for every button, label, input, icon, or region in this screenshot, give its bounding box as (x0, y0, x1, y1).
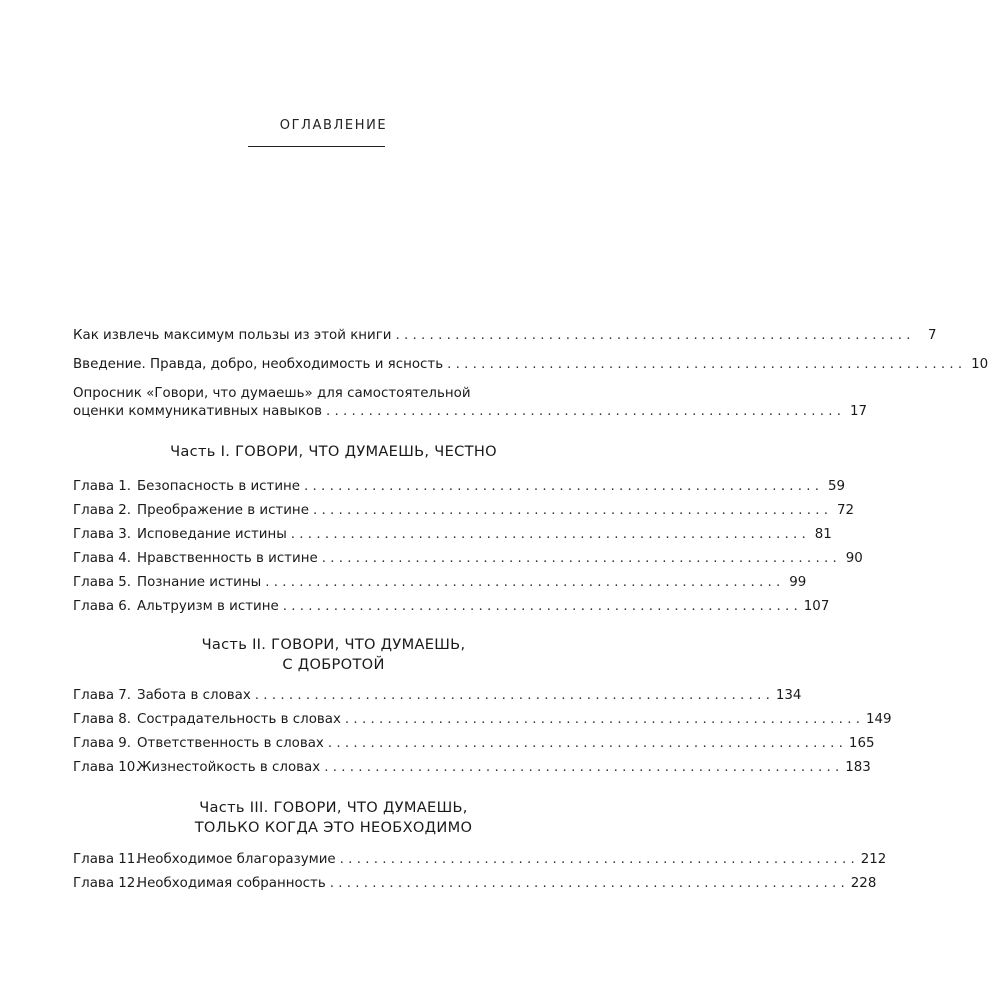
leader-dots: . . . . . . . . . . . . . . . . . . . . . . . . . . . . . . . . . . . . . . . . . . . . . . . . . . . . . . . . . . . . . (304, 479, 820, 494)
page-number: 134 (775, 688, 802, 703)
toc-entry-chapter-1[interactable] (73, 479, 846, 499)
chapter-label: Глава 1. (73, 479, 132, 494)
entry-title: Введение. Правда, добро, необходимость и ясность (73, 357, 444, 372)
chapter-label: Глава 6. (73, 599, 132, 614)
page-number: 228 (850, 876, 877, 891)
leader-dots: . . . . . . . . . . . . . . . . . . . . . . . . . . . . . . . . . . . . . . . . . . . . . . . . . . . . . . . . . . . . . (324, 760, 840, 775)
part-2-heading[interactable]: Часть II. ГОВОРИ, ЧТО ДУМАЕШЬ, (201, 636, 466, 653)
title-underline (248, 146, 385, 147)
toc-entry-chapter-11[interactable] (73, 852, 887, 872)
page-number: 107 (803, 599, 830, 614)
entry-title: Как извлечь максимум пользы из этой книги (73, 328, 392, 343)
chapter-label: Глава 12. (73, 876, 140, 891)
chapter-label: Глава 7. (73, 688, 132, 703)
leader-dots: . . . . . . . . . . . . . . . . . . . . . . . . . . . . . . . . . . . . . . . . . . . . . . . . . . . . . . . . . . . . . (344, 712, 860, 727)
chapter-label: Глава 8. (73, 712, 132, 727)
toc-entry-chapter-2[interactable] (73, 503, 854, 523)
toc-entry-chapter-6[interactable] (73, 599, 830, 619)
page-number: 99 (789, 575, 807, 590)
toc-entry-chapter-12[interactable] (73, 876, 877, 896)
entry-title: Преображение в истине (137, 503, 309, 518)
toc-entry-introduction[interactable] (73, 357, 988, 377)
page-number: 183 (845, 760, 871, 775)
chapter-label: Глава 5. (73, 575, 132, 590)
toc-entry-questionnaire[interactable] (73, 404, 868, 424)
entry-title: Безопасность в истине (137, 479, 301, 494)
toc-entry-chapter-3[interactable] (73, 527, 832, 547)
leader-dots: . . . . . . . . . . . . . . . . . . . . . . . . . . . . . . . . . . . . . . . . . . . . . . . . . . . . . . . . . . . . . (290, 527, 806, 542)
part-1-heading[interactable]: Часть I. ГОВОРИ, ЧТО ДУМАЕШЬ, ЧЕСТНО (170, 443, 497, 460)
toc-entry-chapter-5[interactable] (73, 575, 807, 595)
leader-dots: . . . . . . . . . . . . . . . . . . . . . . . . . . . . . . . . . . . . . . . . . . . . . . . . . . . . . . . . . . . . . (282, 599, 798, 614)
leader-dots: . . . . . . . . . . . . . . . . . . . . . . . . . . . . . . . . . . . . . . . . . . . . . . . . . . . . . . . . . . . . . (395, 328, 911, 343)
entry-title: Забота в словах (137, 688, 251, 703)
page-title: ОГЛАВЛЕНИЕ (279, 118, 388, 133)
page-number: 212 (860, 852, 887, 867)
leader-dots: . . . . . . . . . . . . . . . . . . . . . . . . . . . . . . . . . . . . . . . . . . . . . . . . . . . . . . . . . . . . . (329, 876, 845, 891)
part-3-heading-line2[interactable]: ТОЛЬКО КОГДА ЭТО НЕОБХОДИМО (194, 819, 473, 836)
entry-title: Исповедание истины (137, 527, 287, 542)
entry-title: Жизнестойкость в словах (137, 760, 321, 775)
page-number: 17 (850, 404, 868, 419)
page-number: 81 (814, 527, 832, 542)
chapter-label: Глава 10. (73, 760, 140, 775)
entry-title: Познание истины (137, 575, 262, 590)
page-number: 149 (865, 712, 892, 727)
leader-dots: . . . . . . . . . . . . . . . . . . . . . . . . . . . . . . . . . . . . . . . . . . . . . . . . . . . . . . . . . . . . . (265, 575, 781, 590)
chapter-label: Глава 9. (73, 736, 132, 751)
entry-title: Альтруизм в истине (137, 599, 279, 614)
entry-title: Сострадательность в словах (137, 712, 341, 727)
toc-entry-chapter-7[interactable] (73, 688, 802, 708)
toc-entry-chapter-9[interactable] (73, 736, 875, 756)
leader-dots: . . . . . . . . . . . . . . . . . . . . . . . . . . . . . . . . . . . . . . . . . . . . . . . . . . . . . . . . . . . . . (312, 503, 828, 518)
entry-title-line1: Опросник «Говори, что думаешь» для самостоятельной (73, 386, 471, 401)
leader-dots: . . . . . . . . . . . . . . . . . . . . . . . . . . . . . . . . . . . . . . . . . . . . . . . . . . . . . . . . . . . . . (321, 551, 837, 566)
chapter-label: Глава 4. (73, 551, 132, 566)
toc-entry-chapter-10[interactable] (73, 760, 871, 780)
leader-dots: . . . . . . . . . . . . . . . . . . . . . . . . . . . . . . . . . . . . . . . . . . . . . . . . . . . . . . . . . . . . . (339, 852, 855, 867)
toc-entry-how-to-use[interactable] (73, 328, 937, 348)
entry-title: Ответственность в словах (137, 736, 324, 751)
toc-entry-chapter-4[interactable] (73, 551, 863, 571)
entry-title: Нравственность в истине (137, 551, 318, 566)
page-number: 10 (971, 357, 988, 372)
entry-title: Необходимое благоразумие (137, 852, 336, 867)
entry-title: Необходимая собранность (137, 876, 326, 891)
leader-dots: . . . . . . . . . . . . . . . . . . . . . . . . . . . . . . . . . . . . . . . . . . . . . . . . . . . . . . . . . . . . . (254, 688, 770, 703)
leader-dots: . . . . . . . . . . . . . . . . . . . . . . . . . . . . . . . . . . . . . . . . . . . . . . . . . . . . . . . . . . . . . (447, 357, 963, 372)
part-2-heading-line2[interactable]: С ДОБРОТОЙ (282, 656, 385, 673)
entry-title: оценки коммуникативных навыков (73, 404, 323, 419)
page-number: 59 (828, 479, 846, 494)
chapter-label: Глава 11. (73, 852, 140, 867)
leader-dots: . . . . . . . . . . . . . . . . . . . . . . . . . . . . . . . . . . . . . . . . . . . . . . . . . . . . . . . . . . . . . (326, 404, 842, 419)
leader-dots: . . . . . . . . . . . . . . . . . . . . . . . . . . . . . . . . . . . . . . . . . . . . . . . . . . . . . . . . . . . . . (327, 736, 843, 751)
toc-entry-chapter-8[interactable] (73, 712, 892, 732)
page-number: 90 (845, 551, 863, 566)
page-number: 72 (836, 503, 854, 518)
page-number: 7 (928, 328, 937, 343)
chapter-label: Глава 3. (73, 527, 132, 542)
page-number: 165 (848, 736, 875, 751)
part-3-heading[interactable]: Часть III. ГОВОРИ, ЧТО ДУМАЕШЬ, (199, 799, 468, 816)
chapter-label: Глава 2. (73, 503, 132, 518)
